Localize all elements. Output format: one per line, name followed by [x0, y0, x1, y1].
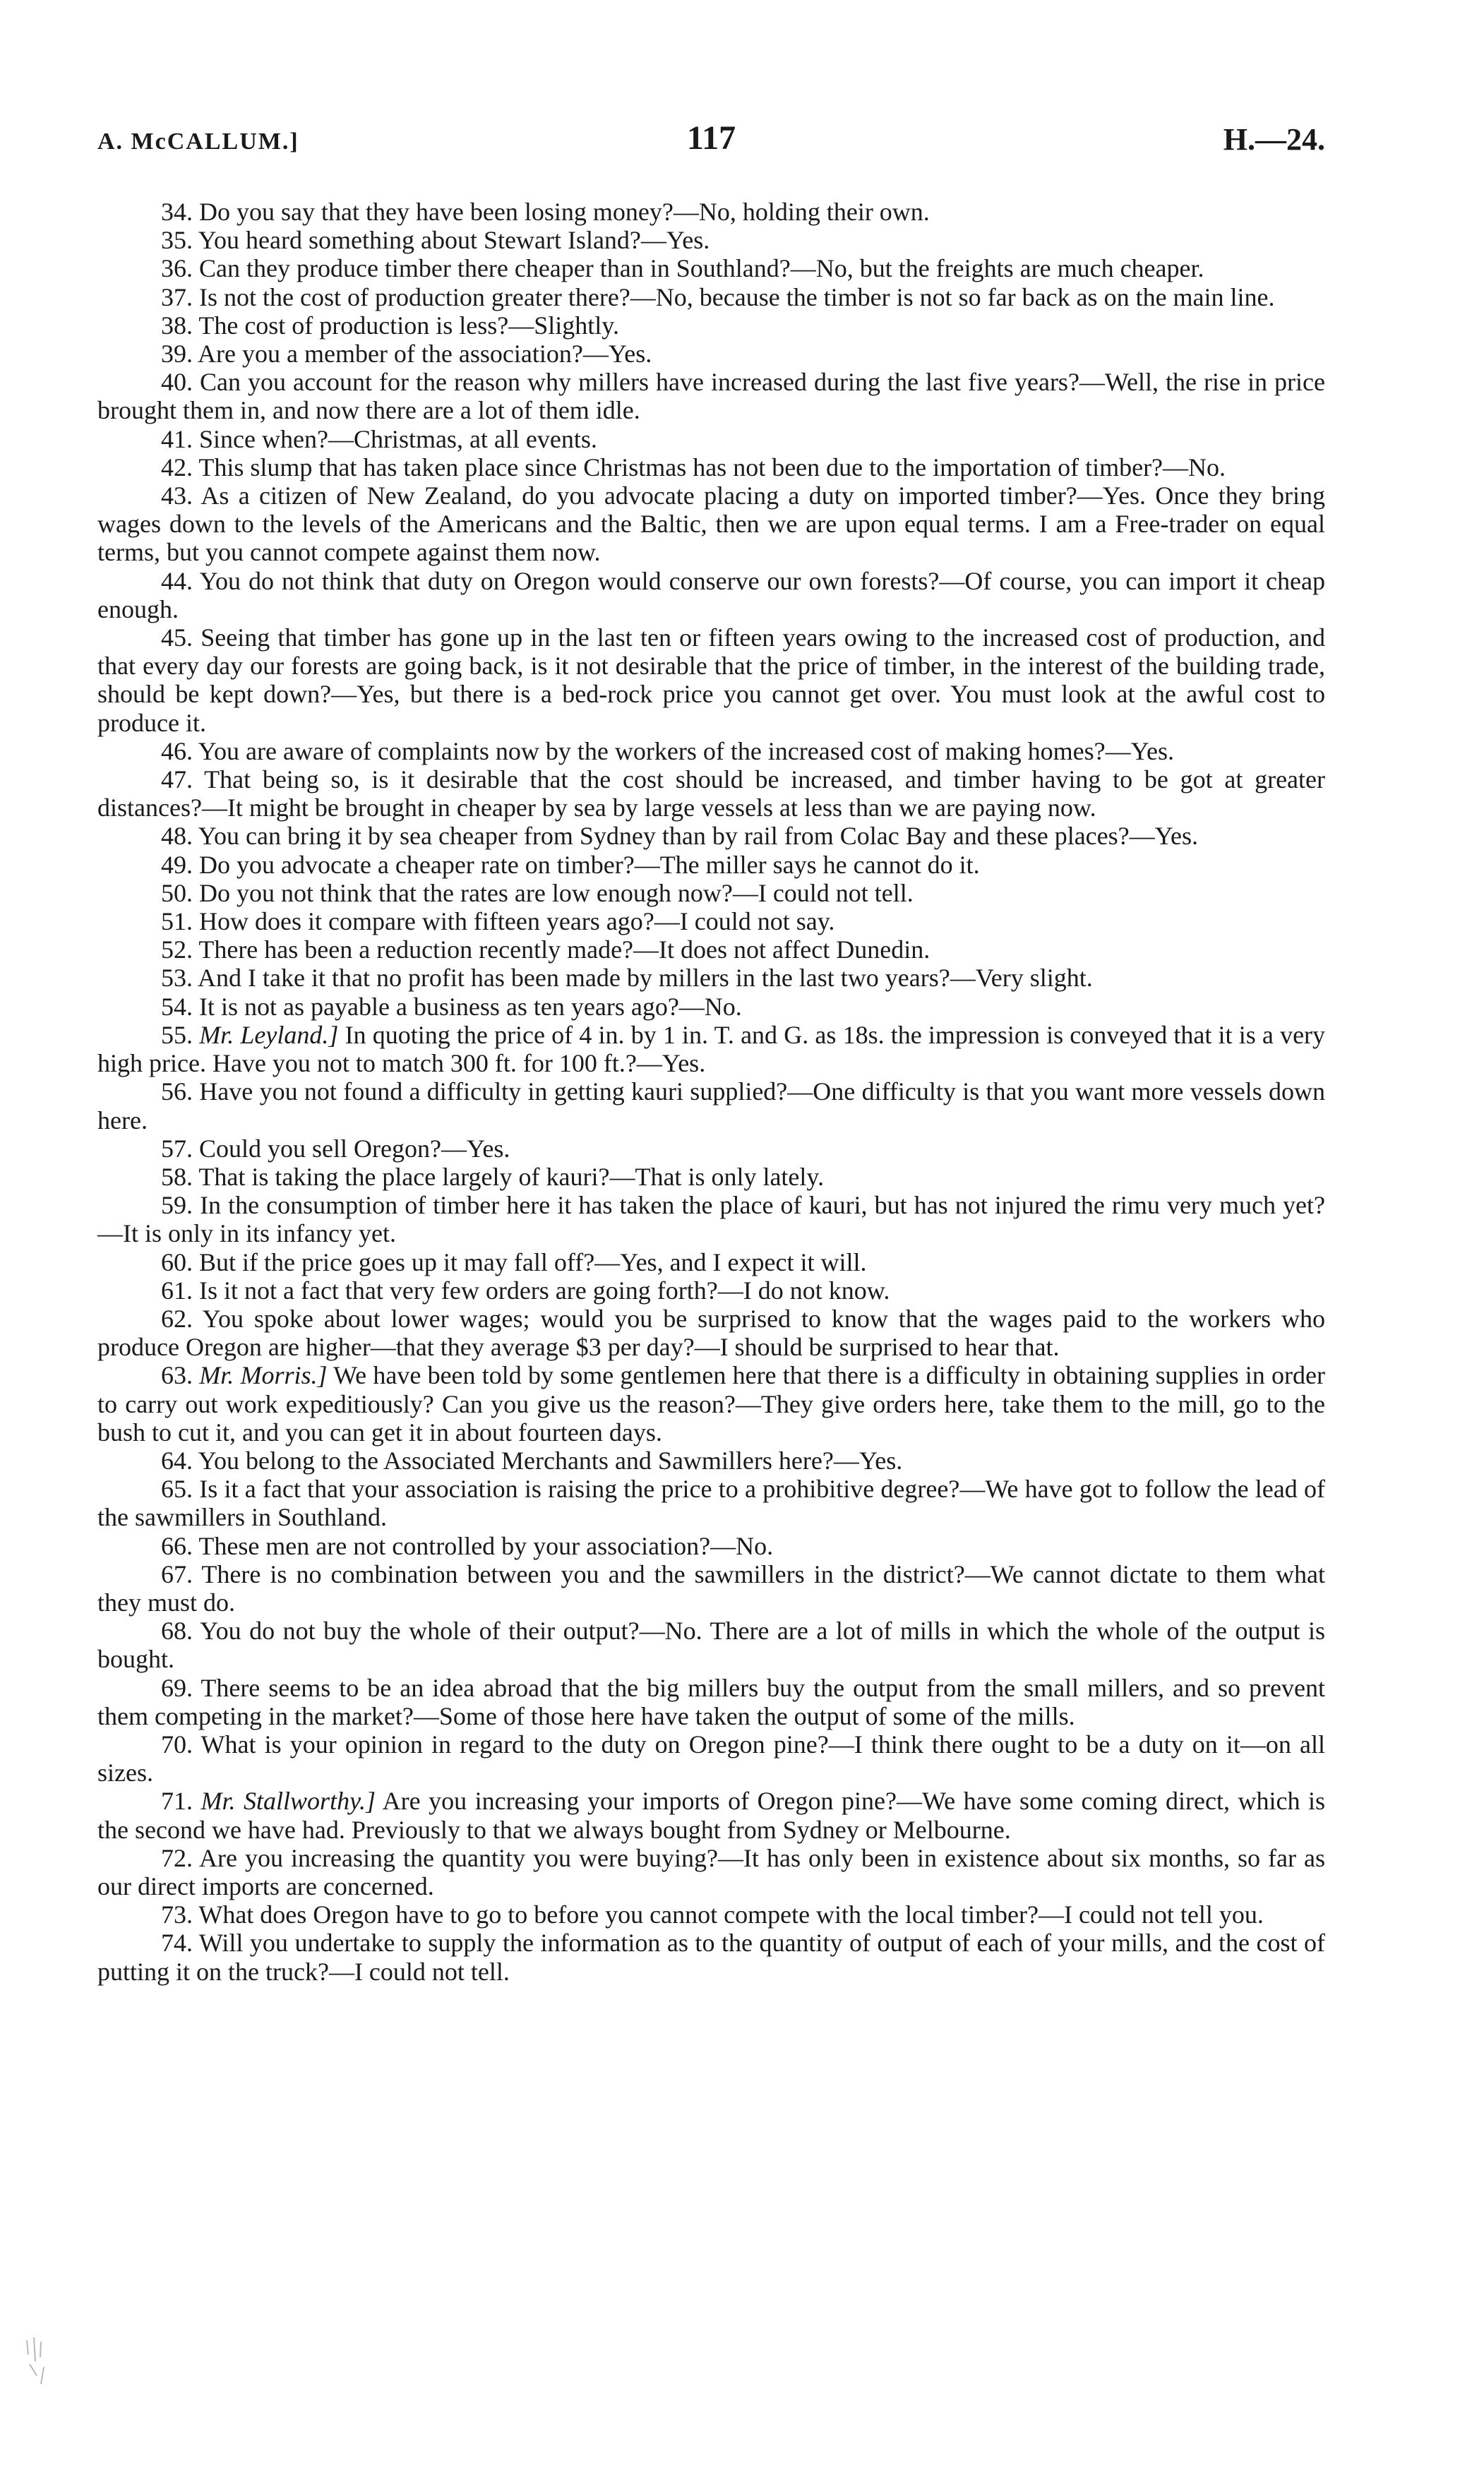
question-48: 48. You can bring it by sea cheaper from Sydney than by rail from Colac Bay and these places?—Yes.	[161, 822, 1199, 851]
question-55	[97, 1021, 1325, 1077]
question-44: 44. You do not think that duty on Oregon would conserve our own forests?—Of course, you can import it cheap enough.	[97, 566, 1325, 623]
question-62: 62. You spoke about lower wages; would you be surprised to know that the wages paid to the workers who produce Oregon are higher—that they average $3 per day?—I should be surprised to hear that.	[97, 1304, 1325, 1362]
question-58: 58. That is taking the place largely of kauri?—That is only lately.	[161, 1162, 825, 1191]
question-65: 65. Is it a fact that your association is raising the price to a prohibitive degree?—We have got to follow the lead of the sawmillers in Southland.	[97, 1475, 1325, 1532]
question-63	[97, 1361, 1325, 1446]
question-53: 53. And I take it that no profit has been made by millers in the last two years?—Very slight.	[161, 964, 1093, 993]
question-66: 66. These men are not controlled by your association?—No.	[161, 1531, 774, 1560]
question-60: 60. But if the price goes up it may fall off?—Yes, and I expect it will.	[161, 1247, 867, 1276]
speaker-label: Mr. Leyland.]	[199, 1020, 339, 1049]
question-57: 57. Could you sell Oregon?—Yes.	[161, 1134, 510, 1163]
question-54: 54. It is not as payable a business as ten years ago?—No.	[161, 992, 742, 1021]
question-41: 41. Since when?—Christmas, at all events.	[161, 424, 597, 453]
page-number: 117	[686, 119, 736, 157]
question-74: 74. Will you undertake to supply the information as to the quantity of output of each of your mills, and the cost of putting it on the truck?—I could not tell.	[97, 1929, 1325, 1986]
witness-name: A. McCALLUM.]	[97, 128, 299, 155]
page-header	[97, 119, 1325, 168]
question-72: 72. Are you increasing the quantity you were buying?—It has only been in existence about six months, so far as our direct imports are concerned.	[97, 1843, 1325, 1900]
question-text: In quoting the price of 4 in. by 1 in. T. and G. as 18s. the impression is conveyed that it is a very high price. Have you not to match 300 ft. for 100 ft.?—Yes.	[97, 1020, 1326, 1078]
speaker-label: Mr. Morris.]	[199, 1361, 328, 1390]
question-61: 61. Is it not a fact that very few orders are going forth?—I do not know.	[161, 1276, 890, 1305]
question-71	[97, 1787, 1325, 1843]
margin-smudge-mark	[20, 2333, 69, 2390]
question-36: 36. Can they produce timber there cheaper than in Southland?—No, but the freights are much cheaper.	[161, 254, 1204, 283]
document-reference: H.—24.	[1223, 122, 1325, 157]
question-47: 47. That being so, is it desirable that the cost should be increased, and timber having to be got at greater distances?—It might be brought in cheaper by sea by large vessels at less than we are paying now.	[97, 765, 1325, 822]
question-40: 40. Can you account for the reason why millers have increased during the last five years?—Well, the rise in price brought them in, and now there are a lot of them idle.	[97, 368, 1325, 425]
question-69: 69. There seems to be an idea abroad that the big millers buy the output from the small millers, and so prevent them competing in the market?—Some of those here have taken the output of some of the mills.	[97, 1673, 1325, 1730]
question-34: 34. Do you say that they have been losing money?—No, holding their own.	[161, 198, 930, 226]
question-43: 43. As a citizen of New Zealand, do you advocate placing a duty on imported timber?—Yes. Once they bring wages down to the levels of the Americans and the Baltic, then we are upon equal terms. I am a Free-trader on equal terms, but you cannot compete against them now.	[97, 481, 1325, 567]
question-35: 35. You heard something about Stewart Island?—Yes.	[161, 226, 710, 255]
question-68: 68. You do not buy the whole of their output?—No. There are a lot of mills in which the whole of the output is bought.	[97, 1617, 1325, 1674]
question-50: 50. Do you not think that the rates are low enough now?—I could not tell.	[161, 878, 914, 907]
question-text: We have been told by some gentlemen here that there is a difficulty in obtaining supplies in order to carry out work expeditiously? Can you give us the reason?—They give orders here, take them to the mill, go to the bush to cut it, and you can get it in about fourteen days.	[97, 1361, 1325, 1446]
question-64: 64. You belong to the Associated Merchants and Sawmillers here?—Yes.	[161, 1446, 903, 1475]
question-38: 38. The cost of production is less?—Slightly.	[161, 311, 619, 340]
question-number: 71.	[161, 1787, 193, 1816]
question-42: 42. This slump that has taken place since Christmas has not been due to the importation of timber?—No.	[161, 453, 1226, 481]
speaker-label: Mr. Stallworthy.]	[201, 1787, 376, 1816]
question-46: 46. You are aware of complaints now by the workers of the increased cost of making homes?—Yes.	[161, 736, 1175, 765]
question-number: 55.	[161, 1020, 193, 1049]
question-59: 59. In the consumption of timber here it has taken the place of kauri, but has not injured the rimu very much yet?—It is only in its infancy yet.	[97, 1191, 1325, 1248]
question-39: 39. Are you a member of the association?—Yes.	[161, 340, 652, 369]
question-49: 49. Do you advocate a cheaper rate on timber?—The miller says he cannot do it.	[161, 850, 980, 879]
question-73: 73. What does Oregon have to go to before you cannot compete with the local timber?—I could not tell you.	[161, 1900, 1264, 1929]
question-text: Are you increasing your imports of Oregon pine?—We have some coming direct, which is the second we have had. Previously to that we always bought from Sydney or Melbourne.	[97, 1787, 1326, 1844]
question-number: 63.	[161, 1361, 193, 1390]
question-56: 56. Have you not found a difficulty in getting kauri supplied?—One difficulty is that you want more vessels down here.	[97, 1077, 1325, 1134]
testimony-body	[97, 198, 1325, 1986]
question-37: 37. Is not the cost of production greater there?—No, because the timber is not so far back as on the main line.	[161, 282, 1275, 311]
question-51: 51. How does it compare with fifteen years ago?—I could not say.	[161, 907, 835, 936]
question-52: 52. There has been a reduction recently made?—It does not affect Dunedin.	[161, 935, 931, 964]
question-45: 45. Seeing that timber has gone up in the last ten or fifteen years owing to the increased cost of production, and that every day our forests are going back, is it not desirable that the price of timber, in the interest of the building trade, should be kept down?—Yes, but there is a bed-rock price you cannot get over. You must look at the awful cost to produce it.	[97, 623, 1325, 737]
question-70: 70. What is your opinion in regard to the duty on Oregon pine?—I think there ought to be a duty on it—on all sizes.	[97, 1730, 1325, 1787]
question-67: 67. There is no combination between you and the sawmillers in the district?—We cannot dictate to them what they must do.	[97, 1559, 1325, 1617]
